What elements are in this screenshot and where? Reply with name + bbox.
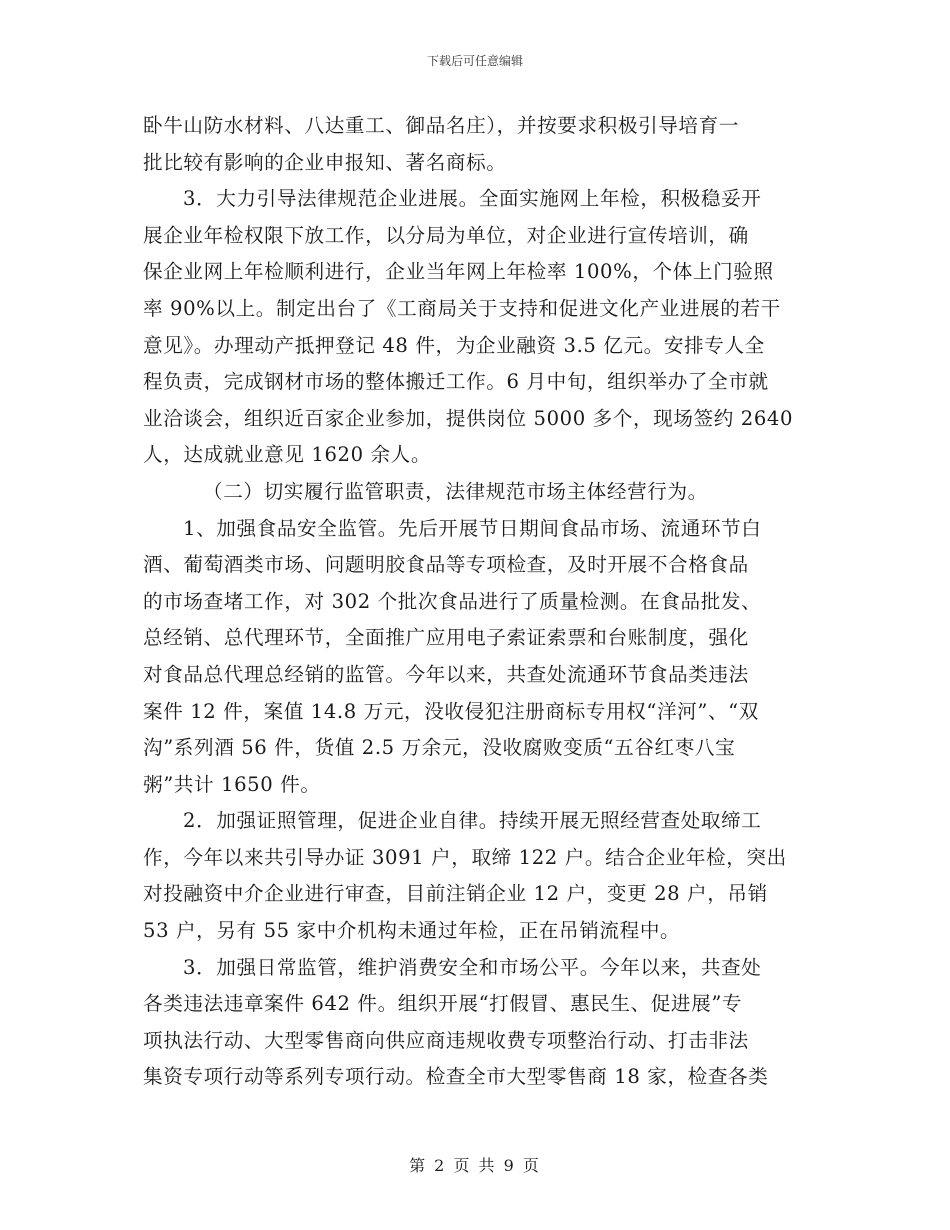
body-line: 率 90%以上。制定出台了《工商局关于支持和促进文化产业进展的若干 (143, 296, 781, 320)
body-line: 对食品总代理总经销的监管。今年以来，共查处流通环节食品类违法 (143, 662, 749, 686)
paragraph-start-line: 2．加强证照管理，促进企业自律。持续开展无照经营查处取缔工 (183, 809, 762, 833)
body-line: 对投融资中介企业进行审查，目前注销企业 12 户，变更 28 户，吊销 (143, 882, 768, 906)
body-line: 酒、葡萄酒类市场、问题明胶食品等专项检查，及时开展不合格食品 (143, 553, 749, 577)
body-line: 的市场查堵工作，对 302 个批次食品进行了质量检测。在食品批发、 (143, 589, 762, 613)
body-line: 53 户，另有 55 家中介机构未通过年检，正在吊销流程中。 (143, 919, 681, 943)
body-line: 意见》。办理动产抵押登记 48 件，为企业融资 3.5 亿元。安排专人全 (143, 333, 765, 357)
body-line: 保企业网上年检顺利进行，企业当年网上年检率 100%，个体上门验照 (143, 260, 774, 284)
document-body (143, 108, 811, 1096)
page-header-note: 下载后可任意编辑 (426, 54, 523, 68)
body-line: 粥”共计 1650 件。 (143, 772, 321, 796)
body-line: 人，达成就业意见 1620 余人。 (143, 443, 432, 467)
body-line: 业洽谈会，组织近百家企业参加，提供岗位 5000 多个，现场签约 2640 (143, 406, 794, 430)
body-line: 卧牛山防水材料、八达重工、御品名庄），并按要求积极引导培育一 (143, 114, 740, 137)
body-line: 沟”系列酒 56 件，货值 2.5 万余元，没收腐败变质“五谷红枣八宝 (143, 736, 736, 760)
paragraph-start-line: 3．加强日常监管，维护消费安全和市场公平。今年以来，共查处 (183, 955, 762, 979)
body-line: 项执法行动、大型零售商向供应商违规收费专项整治行动、打击非法 (143, 1028, 749, 1052)
section-heading: （二）切实履行监管职责，法律规范市场主体经营行为。 (203, 479, 708, 503)
body-line: 批比较有影响的企业申报知、著名商标。 (143, 150, 507, 174)
body-line: 程负责，完成钢材市场的整体搬迁工作。6 月中旬，组织举办了全市就 (143, 370, 769, 394)
body-line: 各类违法违章案件 642 件。组织开展“打假冒、惠民生、促进展”专 (143, 992, 743, 1016)
body-line: 集资专项行动等系列专项行动。检查全市大型零售商 18 家，检查各类 (143, 1065, 769, 1089)
page-number-footer: 第 2 页 共 9 页 (409, 1156, 541, 1175)
body-line: 展企业年检权限下放工作，以分局为单位，对企业进行宣传培训，确 (143, 223, 749, 247)
paragraph-start-line: 3．大力引导法律规范企业进展。全面实施网上年检，积极稳妥开 (183, 187, 762, 211)
paragraph-start-line: 1、加强食品安全监管。先后开展节日期间食品市场、流通环节白 (183, 516, 762, 540)
body-line: 总经销、总代理环节，全面推广应用电子索证索票和台账制度，强化 (143, 626, 749, 650)
body-line: 案件 12 件，案值 14.8 万元，没收侵犯注册商标专用权“洋河”、“双 (143, 699, 759, 723)
body-line: 作，今年以来共引导办证 3091 户，取缔 122 户。结合企业年检，突出 (143, 845, 787, 869)
